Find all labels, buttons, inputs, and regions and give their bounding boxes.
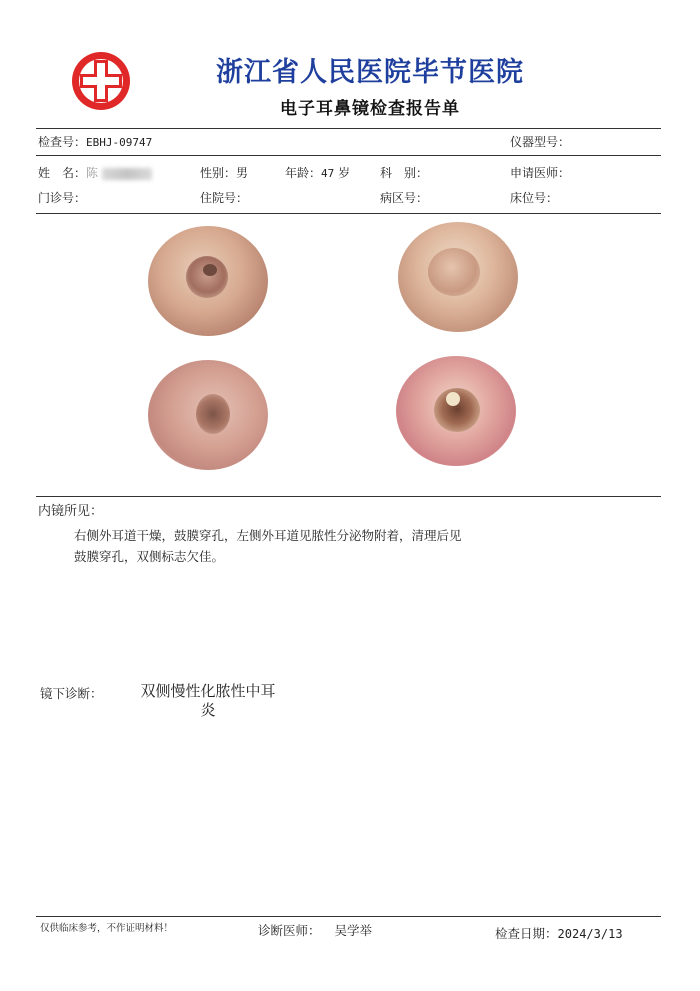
age-unit: 岁 xyxy=(338,166,351,180)
divider xyxy=(36,155,661,156)
outpatient-no-label: 门诊号： xyxy=(38,191,87,205)
gender-field xyxy=(200,164,248,181)
diagnosing-physician-name: 吴学举 xyxy=(334,923,373,938)
patient-name-field xyxy=(38,164,152,181)
exam-date-value: 2024/3/13 xyxy=(557,927,623,941)
findings-line-2: 鼓膜穿孔，双侧标志欠佳。 xyxy=(74,549,225,564)
findings-label: 内镜所见： xyxy=(38,504,104,519)
divider xyxy=(36,496,661,497)
device-model-field xyxy=(510,133,570,150)
age-label: 年龄： xyxy=(285,166,322,180)
redaction-blur xyxy=(102,168,152,180)
gender-label: 性别： xyxy=(200,166,237,180)
exam-no-field xyxy=(38,133,152,150)
disclaimer: 仅供临床参考，不作证明材料！ xyxy=(40,923,174,934)
ear-canal-lumen xyxy=(186,256,228,298)
bed-no-field xyxy=(510,189,558,206)
inpatient-no-label: 住院号： xyxy=(200,191,249,205)
outpatient-no-field xyxy=(38,189,86,206)
age-field xyxy=(285,164,350,181)
report-title: 电子耳鼻镜检查报告单 xyxy=(280,99,460,119)
ward-no-label: 病区号： xyxy=(380,191,429,205)
ward-no-field xyxy=(380,189,428,206)
endoscopy-image-1 xyxy=(148,226,268,336)
divider xyxy=(36,916,661,917)
exam-no-label: 检查号： xyxy=(38,135,87,149)
divider xyxy=(36,128,661,129)
diagnosis-line-2: 炎 xyxy=(200,701,216,719)
bed-no-label: 床位号： xyxy=(510,191,559,205)
ear-canal-lumen xyxy=(428,248,480,296)
name-label: 姓 名： xyxy=(38,166,87,180)
perforation xyxy=(203,264,217,276)
department-label: 科 别： xyxy=(380,166,429,180)
device-model-label: 仪器型号： xyxy=(510,135,571,149)
diagnosis-line-1: 双侧慢性化脓性中耳 xyxy=(140,682,276,700)
divider xyxy=(36,213,661,214)
findings-text xyxy=(74,525,524,567)
gender-value: 男 xyxy=(236,166,249,180)
diagnosis-text xyxy=(128,682,288,720)
exam-no-value: EBHJ-09747 xyxy=(86,136,153,149)
endoscopy-image-2 xyxy=(398,222,518,332)
ear-canal-lumen xyxy=(196,394,230,434)
diagnosing-physician-label: 诊断医师： xyxy=(258,923,321,938)
diagnosis-label: 镜下诊断： xyxy=(40,686,103,701)
requesting-physician-label: 申请医师： xyxy=(510,166,571,180)
exam-date xyxy=(495,924,623,942)
reflection xyxy=(446,392,460,406)
exam-date-label: 检查日期： xyxy=(495,926,558,941)
hospital-name: 浙江省人民医院毕节医院 xyxy=(216,57,524,88)
endoscopy-image-4 xyxy=(396,356,516,466)
diagnosing-physician xyxy=(258,921,372,939)
patient-name-value: 陈 xyxy=(86,166,99,180)
inpatient-no-field xyxy=(200,189,248,206)
requesting-physician-field xyxy=(510,164,570,181)
findings-line-1: 右侧外耳道干燥，鼓膜穿孔，左侧外耳道见脓性分泌物附着，清理后见 xyxy=(74,528,462,543)
department-field xyxy=(380,164,428,181)
endoscopy-image-3 xyxy=(148,360,268,470)
age-value: 47 xyxy=(321,167,335,180)
hospital-logo-icon xyxy=(70,50,132,112)
